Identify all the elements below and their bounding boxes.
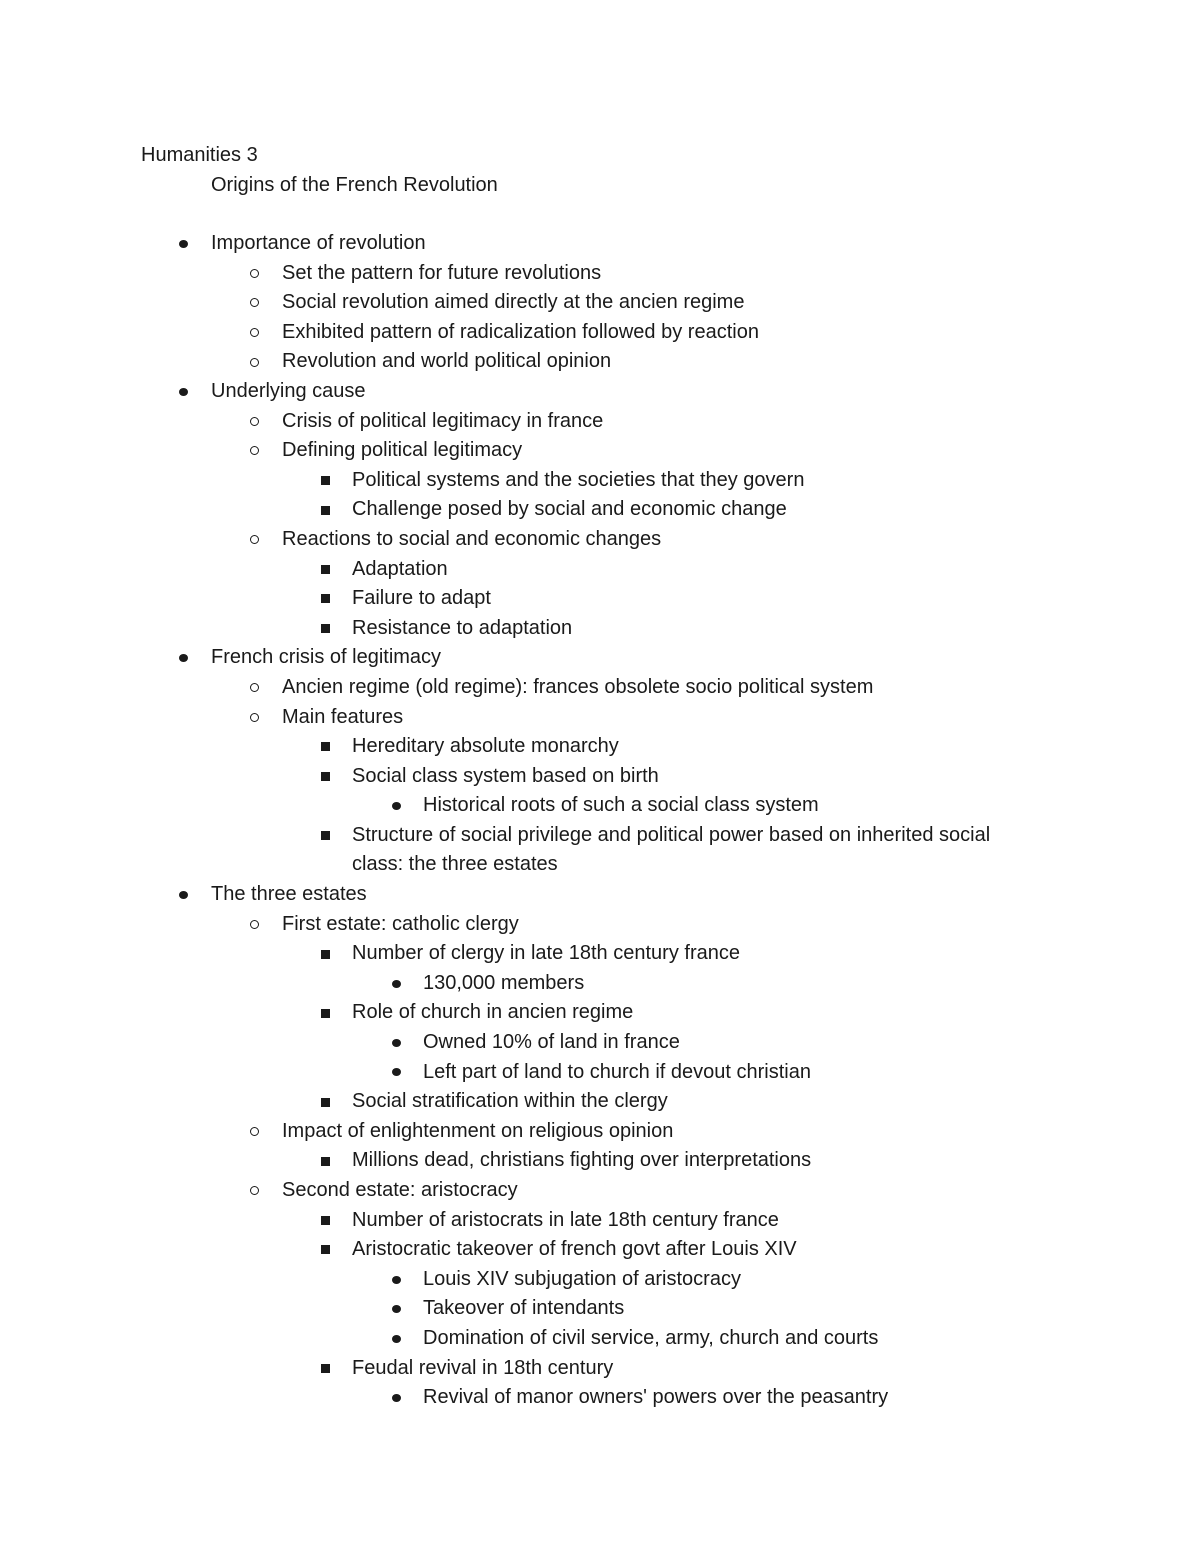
outline-item-level-3 bbox=[0, 1294, 1200, 1324]
outline-item-level-1 bbox=[0, 525, 1200, 555]
outline-item-text: Social class system based on birth bbox=[352, 764, 659, 787]
outline-item-level-2 bbox=[0, 821, 1200, 880]
outline-item-level-2 bbox=[0, 614, 1200, 644]
outline-item-text: Domination of civil service, army, church and courts bbox=[423, 1326, 879, 1349]
filled-disc-icon bbox=[176, 229, 190, 259]
filled-square-icon bbox=[318, 1354, 332, 1384]
outline-item-text: Feudal revival in 18th century bbox=[352, 1356, 614, 1379]
outline-item-text: Louis XIV subjugation of aristocracy bbox=[423, 1267, 741, 1290]
outline-item-level-1 bbox=[0, 318, 1200, 348]
hollow-circle-icon bbox=[247, 347, 261, 377]
outline-item-text: Hereditary absolute monarchy bbox=[352, 735, 619, 758]
outline-item-level-2 bbox=[0, 939, 1200, 969]
outline-item-level-1 bbox=[0, 347, 1200, 377]
outline-item-text: Role of church in ancien regime bbox=[352, 1001, 634, 1024]
filled-square-icon bbox=[318, 1146, 332, 1176]
outline-item-level-2 bbox=[0, 495, 1200, 525]
outline-item-text: Owned 10% of land in france bbox=[423, 1031, 680, 1054]
outline-item-level-2 bbox=[0, 998, 1200, 1028]
outline-item-text: Importance of revolution bbox=[211, 232, 426, 254]
hollow-circle-icon bbox=[247, 1176, 261, 1206]
outline-item-level-2 bbox=[0, 762, 1200, 792]
outline-item-text: Social stratification within the clergy bbox=[352, 1090, 668, 1113]
outline-item-text: Crisis of political legitimacy in france bbox=[282, 409, 604, 432]
outline-item-text: Defining political legitimacy bbox=[282, 439, 523, 462]
outline-item-level-0 bbox=[0, 229, 1200, 259]
filled-disc-icon bbox=[389, 1265, 403, 1295]
hollow-circle-icon bbox=[247, 703, 261, 733]
filled-square-icon bbox=[318, 1206, 332, 1236]
outline-item-level-2 bbox=[0, 1354, 1200, 1384]
lecture-subtitle: Origins of the French Revolution bbox=[211, 174, 498, 196]
filled-disc-icon bbox=[389, 1324, 403, 1354]
hollow-circle-icon bbox=[247, 288, 261, 318]
outline-item-text: Left part of land to church if devout christian bbox=[423, 1060, 811, 1083]
filled-disc-icon bbox=[176, 880, 190, 910]
outline-item-level-1 bbox=[0, 910, 1200, 940]
outline-item-level-1 bbox=[0, 288, 1200, 318]
outline-item-text: Number of aristocrats in late 18th century france bbox=[352, 1208, 779, 1231]
outline-item-level-1 bbox=[0, 1117, 1200, 1147]
filled-disc-icon bbox=[176, 377, 190, 407]
course-title: Humanities 3 bbox=[141, 144, 258, 166]
outline-item-level-0 bbox=[0, 643, 1200, 673]
outline-item-text: Historical roots of such a social class system bbox=[423, 794, 819, 817]
outline-item-text: Political systems and the societies that they govern bbox=[352, 468, 805, 491]
outline-item-level-2 bbox=[0, 1235, 1200, 1265]
filled-square-icon bbox=[318, 584, 332, 614]
outline-item-level-0 bbox=[0, 377, 1200, 407]
filled-disc-icon bbox=[389, 791, 403, 821]
outline-item-level-1 bbox=[0, 436, 1200, 466]
outline-item-level-2 bbox=[0, 732, 1200, 762]
filled-square-icon bbox=[318, 939, 332, 969]
filled-disc-icon bbox=[389, 969, 403, 999]
hollow-circle-icon bbox=[247, 525, 261, 555]
outline-item-level-2 bbox=[0, 584, 1200, 614]
filled-square-icon bbox=[318, 821, 332, 851]
outline-item-text: Revolution and world political opinion bbox=[282, 350, 612, 373]
outline-item-text: Social revolution aimed directly at the ancien regime bbox=[282, 291, 745, 314]
filled-square-icon bbox=[318, 614, 332, 644]
outline-item-level-2 bbox=[0, 466, 1200, 496]
filled-disc-icon bbox=[389, 1294, 403, 1324]
outline-item-text: Ancien regime (old regime): frances obsolete socio political system bbox=[282, 675, 874, 698]
outline-item-level-3 bbox=[0, 1028, 1200, 1058]
outline-item-text: Main features bbox=[282, 705, 404, 728]
notes-outline bbox=[0, 229, 1200, 1413]
outline-item-text: Revival of manor owners' powers over the peasantry bbox=[423, 1386, 889, 1409]
outline-item-level-3 bbox=[0, 969, 1200, 999]
outline-item-level-2 bbox=[0, 1087, 1200, 1117]
filled-disc-icon bbox=[389, 1383, 403, 1413]
filled-disc-icon bbox=[389, 1058, 403, 1088]
hollow-circle-icon bbox=[247, 407, 261, 437]
outline-item-level-2 bbox=[0, 1206, 1200, 1236]
filled-square-icon bbox=[318, 466, 332, 496]
outline-item-text: The three estates bbox=[211, 883, 367, 906]
outline-item-level-3 bbox=[0, 1058, 1200, 1088]
outline-item-text: Underlying cause bbox=[211, 379, 366, 402]
outline-item-text: Millions dead, christians fighting over interpretations bbox=[352, 1149, 812, 1172]
outline-item-text: Reactions to social and economic changes bbox=[282, 527, 662, 550]
outline-item-text: Second estate: aristocracy bbox=[282, 1179, 518, 1201]
outline-item-level-1 bbox=[0, 259, 1200, 289]
hollow-circle-icon bbox=[247, 673, 261, 703]
outline-item-text: Failure to adapt bbox=[352, 587, 491, 610]
outline-item-text: Adaptation bbox=[352, 557, 448, 580]
hollow-circle-icon bbox=[247, 259, 261, 289]
outline-item-text: Resistance to adaptation bbox=[352, 616, 573, 639]
outline-item-text: 130,000 members bbox=[423, 971, 585, 994]
hollow-circle-icon bbox=[247, 318, 261, 348]
outline-item-level-3 bbox=[0, 1265, 1200, 1295]
hollow-circle-icon bbox=[247, 436, 261, 466]
filled-square-icon bbox=[318, 762, 332, 792]
outline-item-text: Number of clergy in late 18th century france bbox=[352, 942, 740, 965]
filled-disc-icon bbox=[389, 1028, 403, 1058]
filled-disc-icon bbox=[176, 643, 190, 673]
outline-item-text: Set the pattern for future revolutions bbox=[282, 261, 602, 284]
outline-item-text: French crisis of legitimacy bbox=[211, 646, 442, 669]
outline-item-text: Exhibited pattern of radicalization followed by reaction bbox=[282, 320, 759, 343]
outline-item-level-1 bbox=[0, 407, 1200, 437]
outline-item-level-3 bbox=[0, 1324, 1200, 1354]
outline-item-text: Challenge posed by social and economic change bbox=[352, 498, 787, 521]
filled-square-icon bbox=[318, 495, 332, 525]
hollow-circle-icon bbox=[247, 1117, 261, 1147]
outline-item-text: First estate: catholic clergy bbox=[282, 912, 519, 935]
outline-item-text: Structure of social privilege and political power based on inherited social class: the three estates bbox=[352, 823, 991, 876]
hollow-circle-icon bbox=[247, 910, 261, 940]
outline-item-level-2 bbox=[0, 555, 1200, 585]
filled-square-icon bbox=[318, 555, 332, 585]
outline-item-text: Impact of enlightenment on religious opinion bbox=[282, 1119, 674, 1142]
outline-item-level-3 bbox=[0, 1383, 1200, 1413]
filled-square-icon bbox=[318, 998, 332, 1028]
outline-item-level-2 bbox=[0, 1146, 1200, 1176]
outline-item-level-1 bbox=[0, 703, 1200, 733]
filled-square-icon bbox=[318, 732, 332, 762]
outline-item-level-1 bbox=[0, 1176, 1200, 1206]
outline-item-level-3 bbox=[0, 791, 1200, 821]
outline-item-text: Takeover of intendants bbox=[423, 1297, 625, 1320]
filled-square-icon bbox=[318, 1087, 332, 1117]
filled-square-icon bbox=[318, 1235, 332, 1265]
outline-item-level-0 bbox=[0, 880, 1200, 910]
outline-item-text: Aristocratic takeover of french govt after Louis XIV bbox=[352, 1238, 797, 1261]
outline-item-level-1 bbox=[0, 673, 1200, 703]
